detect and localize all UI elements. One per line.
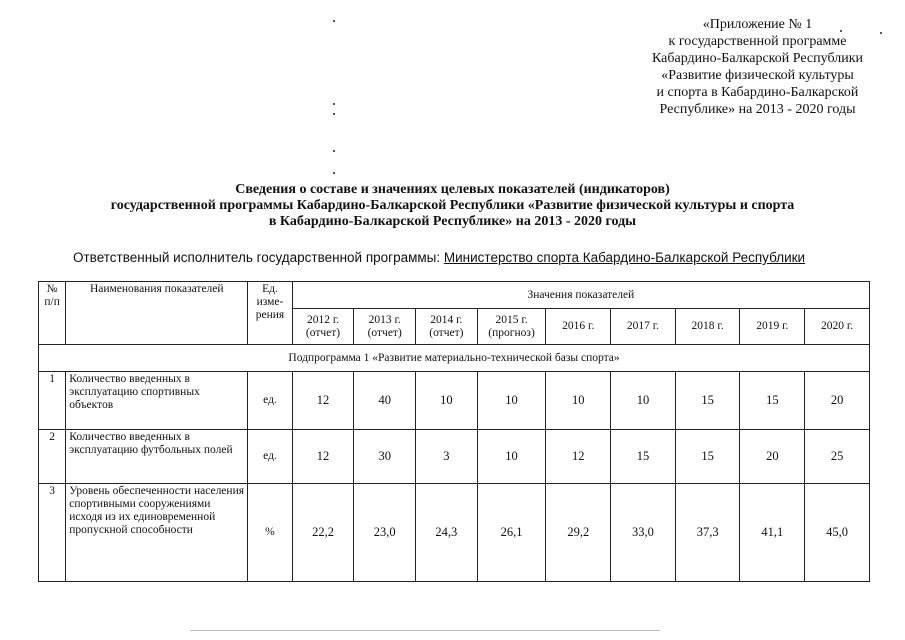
header-values: Значения показателей [292, 282, 869, 309]
year-label: 2016 г. [562, 320, 595, 332]
row-num: 3 [39, 484, 66, 582]
document-title [0, 182, 905, 230]
appendix-line: Республике» на 2013 - 2020 годы [659, 102, 856, 117]
row-value: 15 [740, 372, 805, 430]
row-value: 24,3 [416, 484, 478, 582]
year-label: 2013 г. [368, 313, 401, 326]
row-value: 10 [477, 372, 546, 430]
row-value: 30 [354, 430, 416, 484]
row-unit: ед. [248, 430, 292, 484]
row-value: 15 [611, 430, 676, 484]
row-value: 10 [546, 372, 611, 430]
scan-speck [333, 103, 335, 105]
year-label: 2020 г. [820, 320, 854, 332]
row-value: 23,0 [354, 484, 416, 582]
year-note: (отчет) [429, 326, 464, 339]
row-value: 20 [805, 372, 870, 430]
row-value: 40 [354, 372, 416, 430]
row-value: 20 [740, 430, 805, 484]
row-value: 15 [675, 430, 740, 484]
year-label: 2012 г. [306, 313, 340, 326]
row-unit: % [248, 484, 292, 582]
row-value: 12 [292, 372, 354, 430]
executive-ministry: Министерство спорта Кабардино-Балкарской Республики [443, 250, 806, 265]
row-name: Уровень обеспеченности населения спортивными сооружениями исходя из их единовременной пропускной способности [66, 484, 248, 582]
row-value: 15 [675, 372, 740, 430]
year-label: 2019 г. [756, 320, 789, 332]
year-label: 2018 г. [691, 320, 724, 332]
table-row [39, 372, 870, 430]
row-value: 25 [805, 430, 870, 484]
title-line: Сведения о составе и значениях целевых показателей (индикаторов) [235, 182, 670, 197]
row-value: 22,2 [292, 484, 354, 582]
year-label: 2017 г. [626, 320, 660, 332]
header-year [292, 309, 354, 345]
header-year [675, 309, 740, 345]
row-value: 29,2 [546, 484, 611, 582]
row-value: 37,3 [675, 484, 740, 582]
appendix-line: «Приложение № 1 [702, 17, 813, 32]
row-num: 2 [39, 430, 66, 484]
appendix-note [600, 16, 905, 118]
appendix-line: Кабардино-Балкарской Республики [652, 51, 863, 66]
subprogram-heading: Подпрограмма 1 «Развитие материально-технической базы спорта» [39, 345, 870, 372]
scan-speck [840, 30, 842, 32]
title-line: государственной программы Кабардино-Балкарской Республики «Развитие физической культуры и спорта [110, 198, 795, 213]
row-name: Количество введенных в эксплуатацию футбольных полей [66, 430, 248, 484]
scan-speck [333, 150, 335, 152]
year-note: (отчет) [305, 326, 341, 339]
header-name: Наименования показателей [66, 282, 248, 345]
scan-edge-line [190, 630, 660, 631]
executive-label: Ответственный исполнитель государственной программы: [73, 250, 444, 265]
row-value: 33,0 [611, 484, 676, 582]
appendix-line: «Развитие физической культуры [661, 68, 854, 83]
header-year [611, 309, 676, 345]
row-num: 1 [39, 372, 66, 430]
title-line: в Кабардино-Балкарской Республике» на 2013 - 2020 годы [268, 214, 637, 229]
scan-speck [333, 172, 335, 174]
row-value: 45,0 [805, 484, 870, 582]
header-year [477, 309, 546, 345]
row-value: 10 [477, 430, 546, 484]
row-value: 26,1 [477, 484, 546, 582]
row-value: 12 [546, 430, 611, 484]
row-value: 10 [611, 372, 676, 430]
row-value: 41,1 [740, 484, 805, 582]
header-year [740, 309, 805, 345]
header-num: № п/п [39, 282, 66, 345]
header-year [354, 309, 416, 345]
row-value: 10 [416, 372, 478, 430]
table-row [39, 484, 870, 582]
year-note: (прогноз) [488, 326, 535, 339]
year-label: 2014 г. [430, 313, 463, 326]
scan-speck [333, 113, 335, 115]
scan-speck [880, 32, 882, 34]
row-value: 12 [292, 430, 354, 484]
appendix-line: и спорта в Кабардино-Балкарской [656, 85, 859, 100]
row-name: Количество введенных в эксплуатацию спортивных объектов [66, 372, 248, 430]
responsible-executive [73, 250, 805, 265]
row-value: 3 [416, 430, 478, 484]
table-row [39, 430, 870, 484]
header-unit: Ед. изме- рения [248, 282, 292, 345]
scan-speck [333, 20, 335, 22]
header-year [805, 309, 870, 345]
header-year [416, 309, 478, 345]
year-label: 2015 г. [495, 313, 528, 326]
year-note: (отчет) [367, 326, 402, 339]
indicators-table [38, 281, 870, 582]
appendix-line: к государственной программе [668, 34, 847, 49]
header-year [546, 309, 611, 345]
row-unit: ед. [248, 372, 292, 430]
